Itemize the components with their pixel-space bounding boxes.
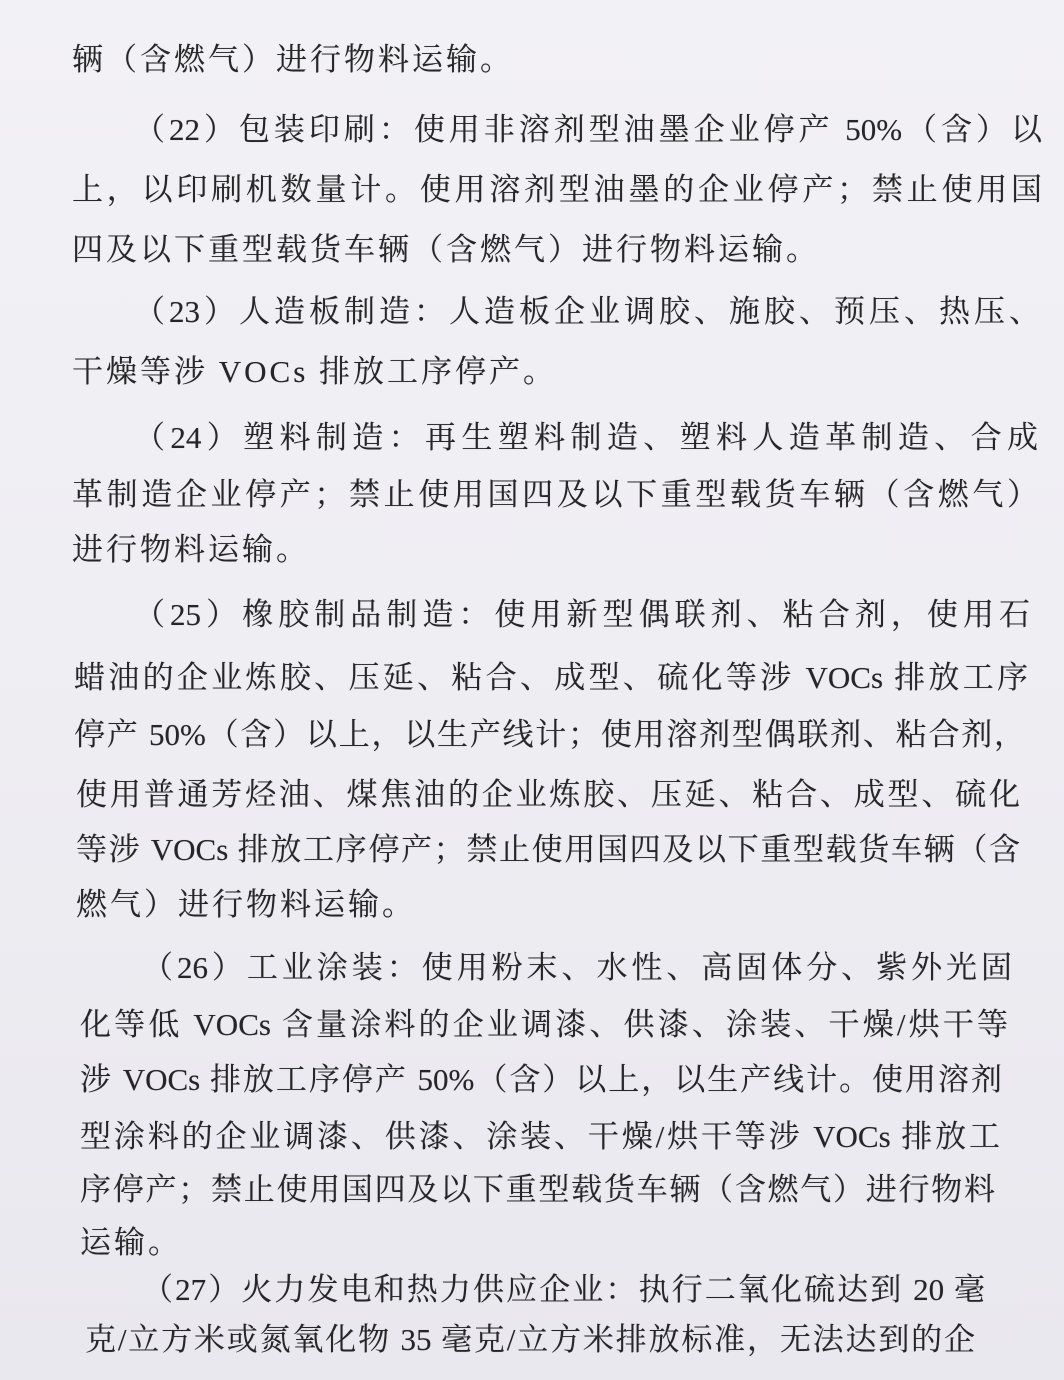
text-line: 使用普通芳烃油、煤焦油的企业炼胶、压延、粘合、成型、硫化 bbox=[76, 777, 1020, 812]
text-line: 上，以印刷机数量计。使用溶剂型油墨的企业停产；禁止使用国 bbox=[72, 172, 1042, 207]
text-line: 停产 50%（含）以上，以生产线计；使用溶剂型偶联剂、粘合剂， bbox=[74, 717, 1025, 752]
text-line: （23）人造板制造：人造板企业调胶、施胶、预压、热压、 bbox=[134, 294, 1040, 329]
text-line: 克/立方米或氮氧化物 35 毫克/立方米排放标准，无法达到的企 bbox=[85, 1322, 975, 1357]
text-line: 序停产；禁止使用国四及以下重型载货车辆（含燃气）进行物料 bbox=[80, 1172, 995, 1207]
text-line: 进行物料运输。 bbox=[72, 532, 310, 567]
text-line: 四及以下重型载货车辆（含燃气）进行物料运输。 bbox=[72, 232, 820, 267]
text-line: （22）包装印刷：使用非溶剂型油墨企业停产 50%（含）以 bbox=[134, 112, 1042, 147]
text-line: （25）橡胶制品制造：使用新型偶联剂、粘合剂，使用石 bbox=[134, 597, 1030, 632]
text-line: 等涉 VOCs 排放工序停产；禁止使用国四及以下重型载货车辆（含 bbox=[76, 832, 1020, 867]
text-line: （24）塑料制造：再生塑料制造、塑料人造革制造、合成 bbox=[134, 420, 1038, 455]
text-line: 干燥等涉 VOCs 排放工序停产。 bbox=[72, 354, 558, 389]
text-line: 蜡油的企业炼胶、压延、粘合、成型、硫化等涉 VOCs 排放工序 bbox=[74, 660, 1028, 695]
text-line: 型涂料的企业调漆、供漆、涂装、干燥/烘干等涉 VOCs 排放工 bbox=[80, 1119, 1000, 1154]
text-line: 辆（含燃气）进行物料运输。 bbox=[72, 42, 514, 77]
text-line: 运输。 bbox=[80, 1225, 182, 1260]
text-line: 涉 VOCs 排放工序停产 50%（含）以上，以生产线计。使用溶剂 bbox=[80, 1062, 1002, 1097]
text-line: （26）工业涂装：使用粉末、水性、高固体分、紫外光固 bbox=[142, 950, 1012, 985]
text-line: 化等低 VOCs 含量涂料的企业调漆、供漆、涂装、干燥/烘干等 bbox=[80, 1007, 1008, 1042]
text-line: 燃气）进行物料运输。 bbox=[76, 887, 416, 922]
text-line: （27）火力发电和热力供应企业：执行二氧化硫达到 20 毫 bbox=[142, 1272, 985, 1307]
text-line: 革制造企业停产；禁止使用国四及以下重型载货车辆（含燃气） bbox=[72, 477, 1038, 512]
